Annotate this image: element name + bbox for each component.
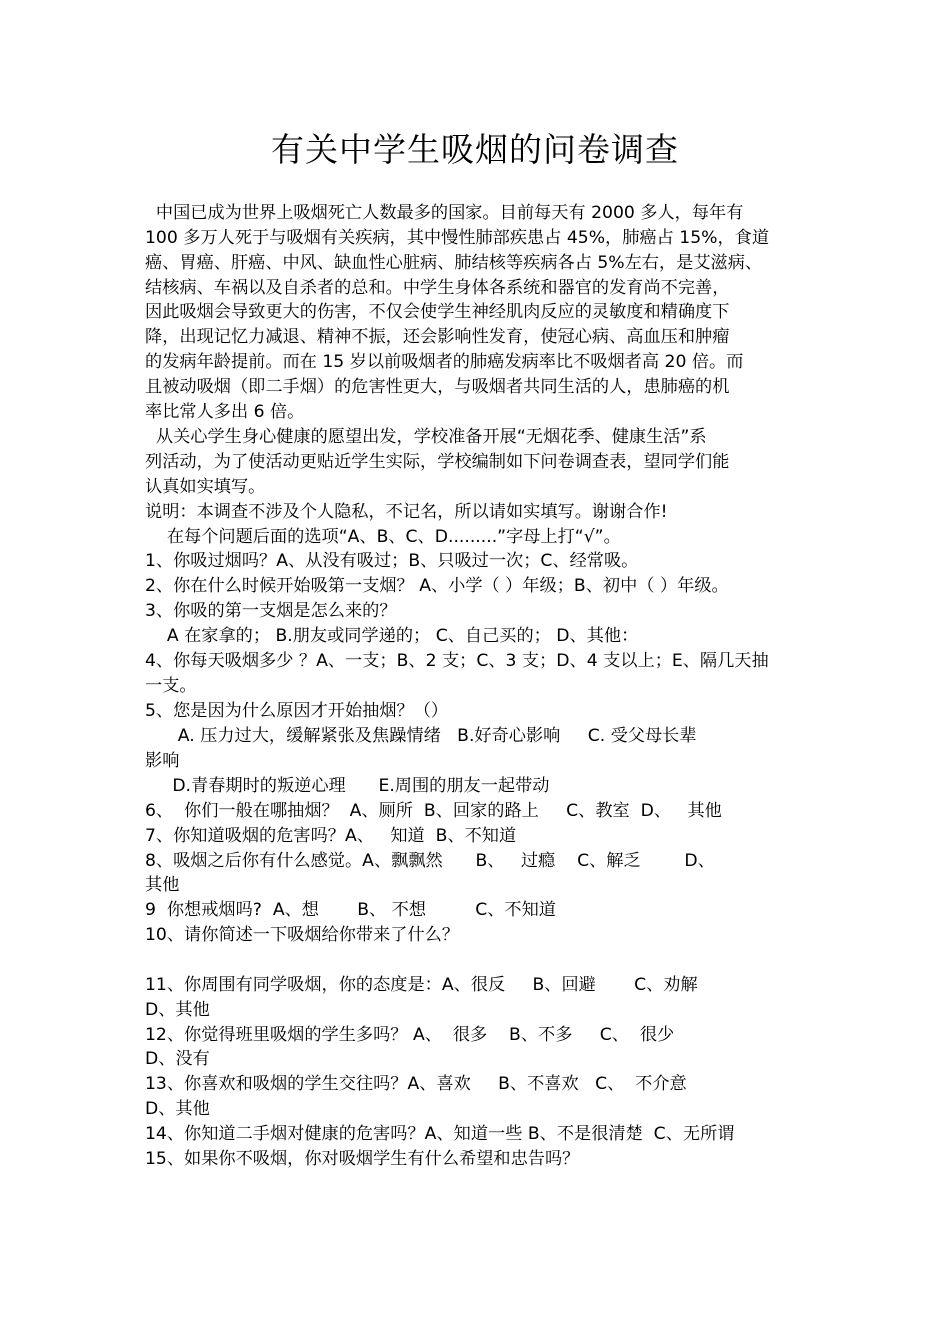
question-line: 8、吸烟之后你有什么感觉。A、飘飘然 B、 过瘾 C、解乏 D、	[145, 851, 715, 871]
question-line: 14、你知道二手烟对健康的危害吗？A、知道一些 B、不是很清楚 C、无所谓	[145, 1124, 735, 1144]
intro-line: 中国已成为世界上吸烟死亡人数最多的国家。目前每天有 2000 多人，每年有	[145, 203, 744, 223]
question-line: 4、你每天吸烟多少 ？A、一支；B、2 支；C、3 支；D、4 支以上；E、隔几天抽	[145, 651, 769, 671]
question-line: 其他	[145, 875, 180, 895]
question-line: 5、您是因为什么原因才开始抽烟？（）	[145, 701, 449, 721]
intro-line: 认真如实填写。	[145, 477, 266, 497]
question-line: 3、你吸的第一支烟是怎么来的？	[145, 601, 397, 621]
question-line: D、其他	[145, 1099, 210, 1119]
question-line: A 在家拿的； B.朋友或同学递的； C、自己买的； D、其他：	[145, 626, 639, 646]
question-line: 1、你吸过烟吗？A、从没有吸过；B、只吸过一次；C、经常吸。	[145, 551, 639, 571]
question-line: D、没有	[145, 1049, 210, 1069]
question-line: D.青春期时的叛逆心理 E.周围的朋友一起带动	[145, 776, 550, 796]
question-line: D、其他	[145, 1000, 210, 1020]
intro-line: 且被动吸烟（即二手烟）的危害性更大，与吸烟者共同生活的人，患肺癌的机	[145, 377, 730, 397]
page-title: 有关中学生吸烟的问卷调查	[271, 130, 679, 169]
question-line: 11、你周围有同学吸烟，你的态度是：A、很反 B、回避 C、劝解	[145, 975, 698, 995]
instruction-line: 在每个问题后面的选项“A、B、C、D.........”字母上打“√”。	[145, 527, 621, 547]
question-line: 2、你在什么时候开始吸第一支烟？ A、小学（ ）年级；B、初中（ ）年级。	[145, 576, 729, 596]
question-line: 9 你想戒烟吗? A、想 B、 不想 C、不知道	[145, 900, 556, 920]
question-line: 13、你喜欢和吸烟的学生交往吗？A、喜欢 B、不喜欢 C、 不介意	[145, 1074, 687, 1094]
question-line: 影响	[145, 751, 180, 771]
intro-line: 降，出现记忆力减退、精神不振，还会影响性发育，使冠心病、高血压和肿瘤	[145, 327, 730, 347]
question-line: A. 压力过大，缓解紧张及焦躁情绪 B.好奇心影响 C. 受父母长辈	[145, 726, 697, 746]
question-line: 一支。	[145, 676, 197, 696]
question-line: 10、请你简述一下吸烟给你带来了什么？	[145, 925, 460, 945]
intro-line: 100 多万人死于与吸烟有关疾病，其中慢性肺部疾患占 45%，肺癌占 15%，食道	[145, 228, 770, 248]
intro-line: 的发病年龄提前。而在 15 岁以前吸烟者的肺癌发病率比不吸烟者高 20 倍。而	[145, 352, 744, 372]
intro-line: 列活动，为了使活动更贴近学生实际，学校编制如下问卷调查表，望同学们能	[145, 452, 730, 472]
intro-line: 率比常人多出 6 倍。	[145, 402, 305, 422]
intro-line: 癌、胃癌、肝癌、中风、缺血性心脏病、肺结核等疾病各占 5%左右，是艾滋病、	[145, 253, 763, 273]
question-line: 6、 你们一般在哪抽烟？ A、厕所 B、回家的路上 C、教室 D、 其他	[145, 801, 722, 821]
instruction-line: 说明：本调查不涉及个人隐私，不记名，所以请如实填写。谢谢合作!	[145, 502, 668, 522]
question-line: 7、你知道吸烟的危害吗？A、 知道 B、不知道	[145, 826, 517, 846]
intro-line: 因此吸烟会导致更大的伤害，不仅会使学生神经肌肉反应的灵敏度和精确度下	[145, 302, 730, 322]
intro-line: 结核病、车祸以及自杀者的总和。中学生身体各系统和器官的发育尚不完善，	[145, 278, 730, 298]
question-line: 12、你觉得班里吸烟的学生多吗？ A、 很多 B、不多 C、 很少	[145, 1025, 675, 1045]
intro-line: 从关心学生身心健康的愿望出发，学校准备开展“无烟花季、健康生活”系	[145, 427, 707, 447]
question-line: 15、如果你不吸烟，你对吸烟学生有什么希望和忠告吗？	[145, 1149, 580, 1169]
